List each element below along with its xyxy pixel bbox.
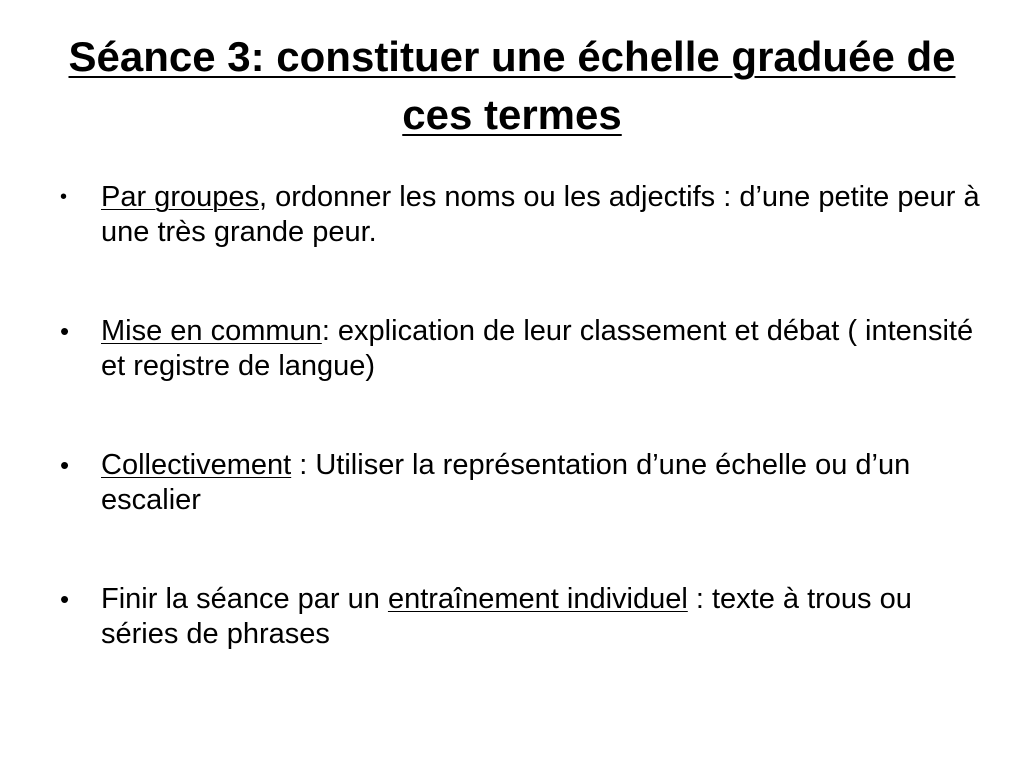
bullet-item-par-groupes (60, 180, 980, 250)
bullet-item-finir-la-seance (60, 582, 980, 652)
bullet-marker: • (60, 584, 70, 614)
bullet-underlined-text: Par groupes (101, 181, 259, 213)
slide-title: Séance 3: constituer une échelle graduée de ces termes (68, 33, 956, 138)
bullet-text: , ordonner les noms ou les adjectifs : d’une petite peur à une très grande peur. (101, 181, 980, 248)
bullet-list (60, 180, 980, 652)
bullet-marker: • (60, 316, 70, 346)
bullet-text-before: Finir la séance par un (101, 583, 388, 615)
bullet-marker: • (60, 450, 70, 480)
bullet-text: : texte à trous ou séries de phrases (101, 583, 912, 650)
bullet-underlined-text: Mise en commun (101, 315, 322, 347)
bullet-underlined-text: Collectivement (101, 449, 292, 481)
bullet-text: : explication de leur classement et débat ( intensité et registre de langue) (101, 315, 974, 382)
bullet-underlined-text: entraînement individuel (387, 583, 688, 615)
bullet-marker: • (60, 186, 68, 208)
bullet-item-mise-en-commun (60, 314, 980, 384)
bullet-item-collectivement (60, 448, 980, 518)
bullet-text: : Utiliser la représentation d’une échelle ou d’un escalier (101, 449, 911, 516)
